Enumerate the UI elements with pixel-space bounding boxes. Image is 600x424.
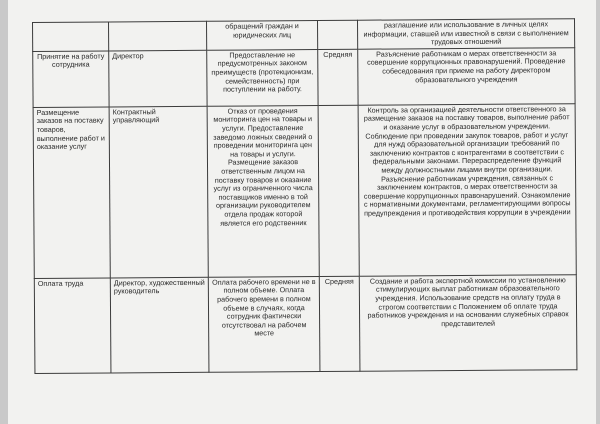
risk-cell: Отказ от проведения мониторинга цен на товары и услуги. Предоставление заведомо ложных сведений о проведении мониторинга цен на товары и услуги. Размещение заказов ответственным лицом на поставку товаров и оказание услуг из ограниченного числа поставщиков именно в той организации руководителем отдела продаж которой является его родственник bbox=[207, 105, 319, 277]
process-cell: Размещение заказов на поставку товаров, выполнение работ и оказание услуг bbox=[33, 107, 110, 279]
risk-cell: Предоставление не предусмотренных законом преимуществ (протекционизм, семейственность) при поступлении на работу. bbox=[207, 49, 318, 106]
table-row bbox=[34, 274, 577, 373]
measures-cell: Контроль за организацией деятельности ответственного за размещение заказов на поставку товаров, выполнение работ и оказание услуг в образовательном учреждении. Соблюдение при проведении закупок товаров, работ и услуг для нужд образовательной организации требований по заключению контрактов с контрагентами в соответствии с федеральными законами. Перераспределение функций между должностными лицами внутри организации. Разъяснение работникам учреждения, связанных с заключением контрактов, о мерах ответственности за совершение коррупционных правонарушений. Ознакомление с нормативными документами, регламентирующими вопросы предупреждения и противодействия коррупции в учреждении bbox=[358, 103, 576, 276]
measures-cell: Разъяснение работникам о мерах ответственности за совершение коррупционных правонарушений. Проведение собеседования при приеме на работу директором образовательного учреждения bbox=[358, 47, 575, 105]
measures-cell: Создание и работа экспертной комиссии по установлению стимулирующих выплат работникам образовательного учреждения. Использование средств на оплату труда в строгом соответствии с Положением об оплате труда работников учреждения и на основании служебных справок представителей bbox=[359, 274, 577, 371]
level-cell: Средняя bbox=[319, 276, 360, 371]
table-row bbox=[33, 103, 576, 278]
level-cell: Средняя bbox=[318, 49, 358, 105]
process-cell: Принятие на работу сотрудника bbox=[33, 51, 109, 108]
process-cell: Оплата труда bbox=[34, 278, 111, 374]
measures-cell: разглашение или использование в личных целях информации, ставшей или известной в связи с выполнением трудовых отношений bbox=[357, 19, 574, 49]
risk-cell: Оплата рабочего времени не в полном объеме. Оплата рабочего времени в полном объеме в случаях, когда сотрудник фактически отсутствовал на рабочем месте bbox=[208, 276, 320, 372]
table-row bbox=[33, 47, 575, 107]
position-cell: Директор bbox=[109, 50, 207, 107]
level-cell bbox=[317, 20, 357, 49]
scanned-page bbox=[8, 0, 596, 424]
level-cell bbox=[318, 105, 359, 276]
corruption-risk-table bbox=[32, 18, 577, 374]
position-cell: Директор, художественный руководитель bbox=[110, 277, 209, 373]
process-cell bbox=[33, 22, 109, 51]
table-row bbox=[33, 19, 575, 52]
position-cell: Контрактный управляющий bbox=[109, 106, 208, 278]
risk-cell: обращений граждан и юридических лиц bbox=[206, 21, 317, 51]
position-cell bbox=[109, 21, 207, 50]
